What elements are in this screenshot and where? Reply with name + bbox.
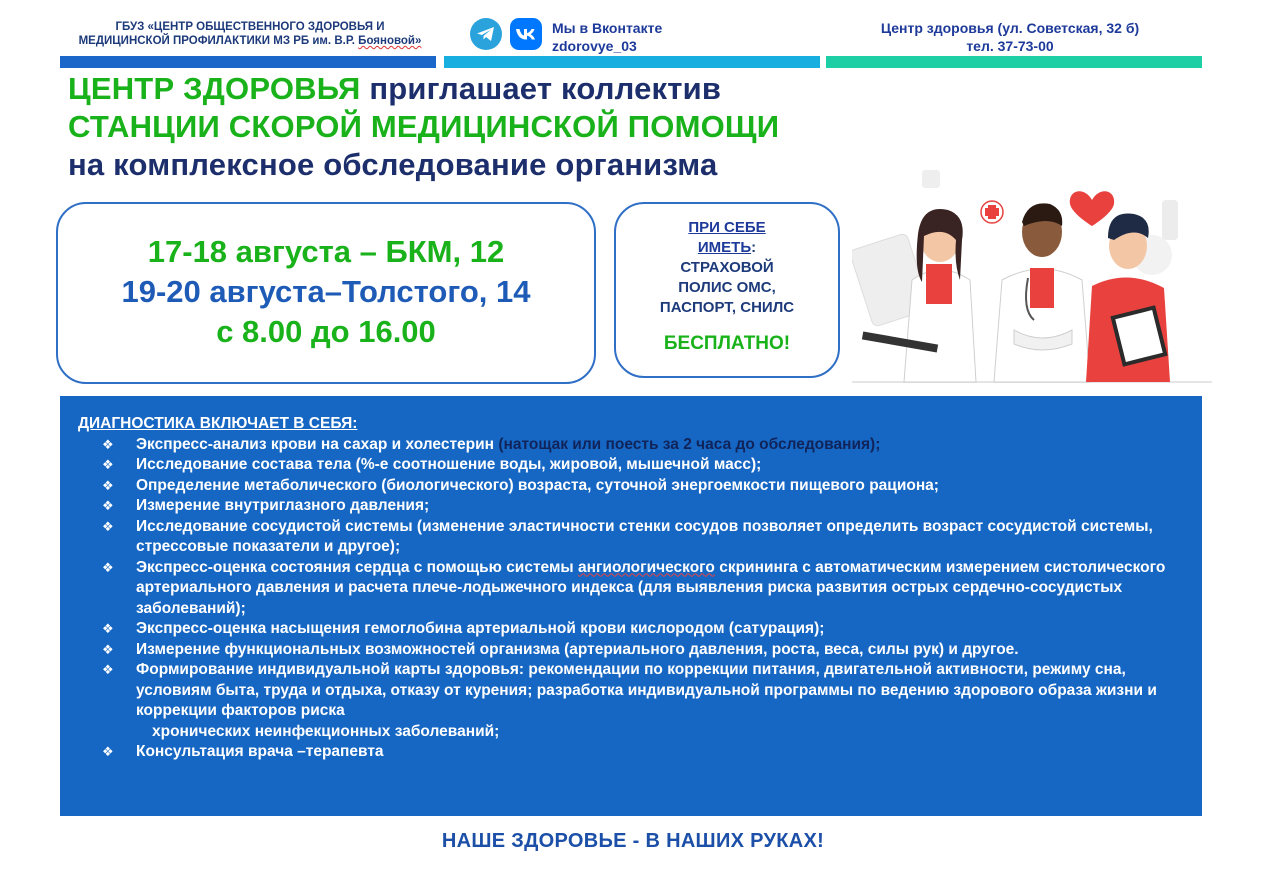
vk-handle: zdorovye_03 bbox=[552, 38, 637, 54]
diagnostics-list bbox=[78, 435, 1182, 763]
org-line-1: ГБУЗ «ЦЕНТР ОБЩЕСТВЕННОГО ЗДОРОВЬЯ И bbox=[115, 21, 385, 33]
schedule-line-2: 19-20 августа–Толстого, 14 bbox=[121, 274, 531, 309]
contact-info bbox=[840, 19, 1180, 55]
bullet-icon: ❖ bbox=[102, 662, 114, 677]
org-line-2: МЕДИЦИНСКОЙ ПРОФИЛАКТИКИ МЗ РБ им. В.Р. Бояновой» bbox=[78, 35, 422, 47]
list-item: ❖ Определение метаболического (биологического) возраста, суточной энергоемкости пищевого рациона; bbox=[78, 476, 1182, 497]
slogan: НАШЕ ЗДОРОВЬЕ - В НАШИХ РУКАХ! bbox=[441, 830, 825, 852]
list-item: ❖ Формирование индивидуальной карты здоровья: рекомендации по коррекции питания, двигательной активности, режиму сна, условиям быта, труда и отдыха, отказу от курения; разработка индивидуальной программы по ведению здорового образа жизни и коррекции факторов риска хронических неинфекционных заболеваний; bbox=[102, 661, 1157, 740]
bullet-icon: ❖ bbox=[102, 477, 114, 493]
list-item: ❖ Экспресс-анализ крови на сахар и холестерин (натощак или поесть за 2 часа до обследования); bbox=[78, 435, 1182, 456]
telegram-icon[interactable] bbox=[470, 18, 502, 50]
header-bar-cyan bbox=[444, 56, 820, 68]
documents-title-2: ИМЕТЬ: bbox=[697, 239, 757, 256]
list-item: ❖ Экспресс-оценка состояния сердца с помощью системы ангиологического скрининга с автоматическим измерением систолического артериального давления и расчета плече-лодыжечного индекса (для выявления риска развития острых сердечно-сосудистых заболеваний); bbox=[102, 558, 1166, 617]
bullet-icon: ❖ bbox=[102, 498, 114, 513]
documents-box bbox=[614, 202, 840, 378]
documents-line-2: ПОЛИС ОМС, bbox=[678, 279, 776, 296]
bullet-icon: ❖ bbox=[102, 436, 114, 452]
headline-line-2: СТАНЦИИ СКОРОЙ МЕДИЦИНСКОЙ ПОМОЩИ bbox=[68, 109, 780, 144]
bullet-icon: ❖ bbox=[102, 621, 114, 636]
list-item: ❖ Измерение внутриглазного давления; bbox=[78, 496, 1182, 517]
schedule-line-3: с 8.00 до 16.00 bbox=[216, 314, 436, 349]
documents-title-1: ПРИ СЕБЕ bbox=[688, 219, 766, 236]
header-bar-teal bbox=[826, 56, 1202, 68]
list-item: ❖ Консультация врача –терапевта bbox=[78, 742, 1182, 763]
header-bar-blue bbox=[60, 56, 436, 68]
schedule-box bbox=[56, 202, 596, 384]
list-item: ❖ Экспресс-оценка насыщения гемоглобина артериальной крови кислородом (сатурация); bbox=[78, 619, 1182, 640]
diagnostics-title: ДИАГНОСТИКА ВКЛЮЧАЕТ В СЕБЯ: bbox=[78, 415, 358, 432]
organization-name bbox=[40, 20, 460, 48]
bullet-icon: ❖ bbox=[102, 641, 114, 657]
bullet-icon: ❖ bbox=[102, 518, 114, 534]
schedule-line-1: 17-18 августа – БКМ, 12 bbox=[147, 234, 505, 269]
bullet-icon: ❖ bbox=[102, 457, 114, 472]
documents-line-1: СТРАХОВОЙ bbox=[680, 259, 774, 276]
vk-info[interactable] bbox=[552, 19, 662, 55]
contact-phone: тел. 37-73-00 bbox=[966, 38, 1054, 54]
bullet-icon: ❖ bbox=[102, 744, 114, 759]
contact-address: Центр здоровья (ул. Советская, 32 б) bbox=[880, 20, 1140, 36]
headline-line-1: ЦЕНТР ЗДОРОВЬЯ приглашает коллектив bbox=[68, 71, 722, 106]
vk-icon[interactable] bbox=[510, 18, 542, 50]
list-item: ❖ Исследование сосудистой системы (изменение эластичности стенки сосудов позволяет определить возраст сосудистой системы, стрессовые показатели и другое); bbox=[102, 517, 1153, 555]
list-item: ❖ Исследование состава тела (%-е соотношение воды, жировой, мышечной масс); bbox=[78, 455, 1182, 476]
vk-label: Мы в Вконтакте bbox=[552, 20, 663, 36]
headline-line-3: на комплексное обследование организма bbox=[68, 147, 718, 182]
documents-line-3: ПАСПОРТ, СНИЛС bbox=[659, 299, 795, 316]
diagnostics-panel bbox=[60, 396, 1202, 816]
free-label: БЕСПЛАТНО! bbox=[663, 333, 791, 354]
doctors-illustration bbox=[852, 160, 1212, 390]
bullet-icon: ❖ bbox=[102, 559, 114, 575]
list-item: ❖ Измерение функциональных возможностей организма (артериального давления, роста, веса, силы рук) и другое. bbox=[78, 640, 1182, 661]
headline bbox=[68, 70, 779, 184]
